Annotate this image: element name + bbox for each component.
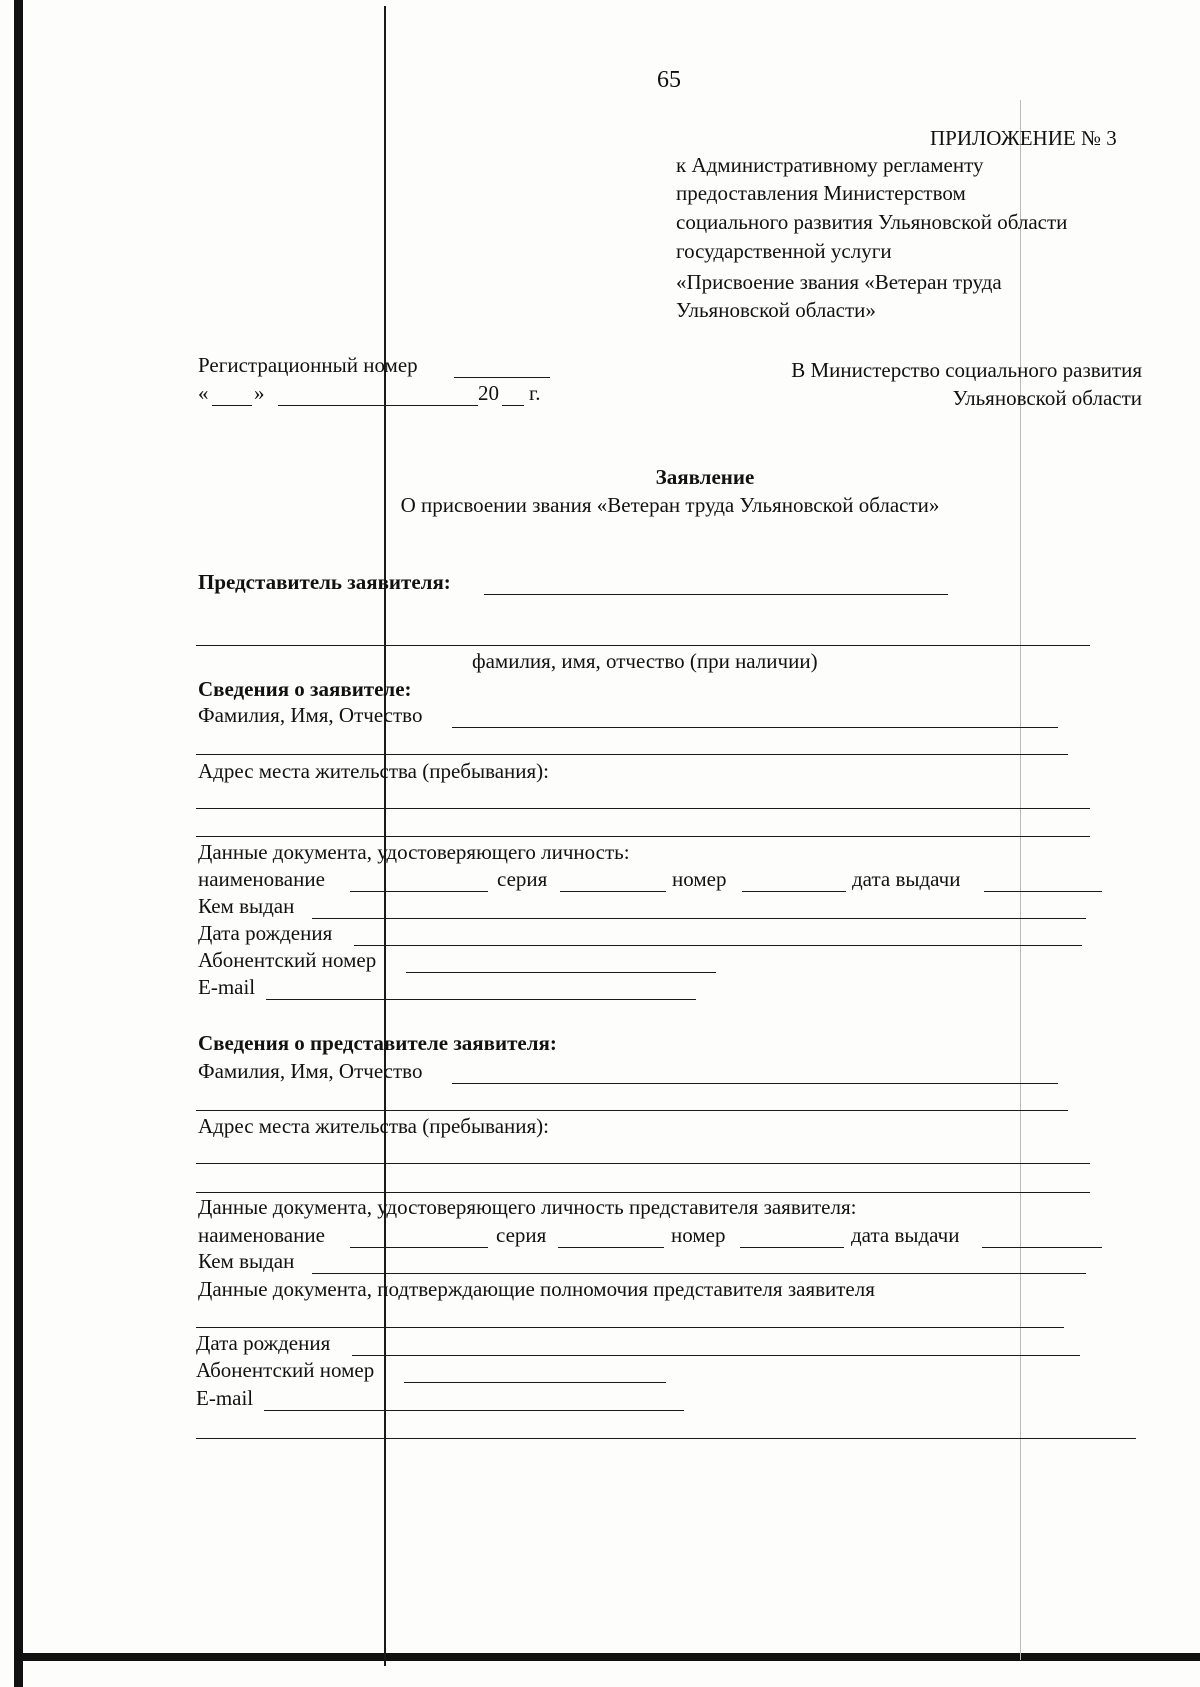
applicant-email-line[interactable] bbox=[266, 999, 696, 1000]
applicant-doc-date-line[interactable] bbox=[984, 891, 1102, 892]
rep-fio-line-2[interactable] bbox=[196, 1110, 1068, 1111]
registration-date-open: « bbox=[198, 381, 209, 405]
applicant-doc-name-line[interactable] bbox=[350, 891, 488, 892]
rep-doc-date-line[interactable] bbox=[982, 1247, 1102, 1248]
rep-authority-line[interactable] bbox=[196, 1327, 1064, 1328]
document-title: Заявление bbox=[655, 465, 755, 489]
applicant-fio-line[interactable] bbox=[452, 727, 1058, 728]
appendix-line: «Присвоение звания «Ветеран труда bbox=[676, 270, 1002, 294]
applicant-section-title: Сведения о заявителе: bbox=[198, 677, 412, 701]
registration-year-label: 20 bbox=[478, 381, 499, 405]
rep-address-label: Адрес места жительства (пребывания): bbox=[198, 1114, 550, 1138]
applicant-doc-number-label: номер bbox=[672, 867, 727, 891]
representative-label: Представитель заявителя: bbox=[198, 570, 451, 594]
applicant-phone-label: Абонентский номер bbox=[198, 948, 377, 972]
rep-doc-date-label: дата выдачи bbox=[851, 1223, 960, 1247]
applicant-fio-line-2[interactable] bbox=[196, 754, 1068, 755]
rep-issued-by-line[interactable] bbox=[312, 1273, 1086, 1274]
rep-email-line[interactable] bbox=[264, 1410, 684, 1411]
rep-fio-line[interactable] bbox=[452, 1083, 1058, 1084]
applicant-birth-date-label: Дата рождения bbox=[198, 921, 333, 945]
rep-issued-by-label: Кем выдан bbox=[198, 1249, 295, 1273]
scan-bottom-edge bbox=[22, 1653, 1200, 1661]
document-subtitle: О присвоении звания «Ветеран труда Ульяновской области» bbox=[400, 493, 940, 517]
applicant-doc-number-line[interactable] bbox=[742, 891, 846, 892]
rep-address-line-1[interactable] bbox=[196, 1163, 1090, 1164]
appendix-line: государственной услуги bbox=[676, 239, 892, 263]
registration-year-suffix: г. bbox=[529, 381, 541, 405]
registration-number-line[interactable] bbox=[454, 377, 550, 378]
applicant-doc-label: Данные документа, удостоверяющего личность: bbox=[198, 840, 630, 864]
rep-phone-label: Абонентский номер bbox=[196, 1358, 375, 1382]
appendix-line: предоставления Министерством bbox=[676, 181, 966, 205]
appendix-line: социального развития Ульяновской области bbox=[676, 210, 1068, 234]
rep-doc-series-label: серия bbox=[496, 1223, 547, 1247]
registration-number-label: Регистрационный номер bbox=[198, 353, 418, 377]
registration-day-line[interactable] bbox=[212, 405, 252, 406]
rep-doc-name-line[interactable] bbox=[350, 1247, 488, 1248]
rep-doc-label: Данные документа, удостоверяющего личность представителя заявителя: bbox=[198, 1195, 857, 1219]
appendix-line: Ульяновской области» bbox=[676, 298, 876, 322]
addressee-line-1: В Министерство социального развития bbox=[791, 358, 1142, 382]
applicant-issued-by-line[interactable] bbox=[312, 918, 1086, 919]
scan-vertical-line-faint bbox=[1020, 100, 1021, 1660]
applicant-doc-date-label: дата выдачи bbox=[852, 867, 961, 891]
rep-email-label: E-mail bbox=[196, 1386, 254, 1410]
applicant-email-label: E-mail bbox=[198, 975, 256, 999]
representative-caption: фамилия, имя, отчество (при наличии) bbox=[472, 649, 818, 673]
rep-birth-date-label: Дата рождения bbox=[196, 1331, 331, 1355]
applicant-address-label: Адрес места жительства (пребывания): bbox=[198, 759, 550, 783]
applicant-issued-by-label: Кем выдан bbox=[198, 894, 295, 918]
rep-address-line-2[interactable] bbox=[196, 1192, 1090, 1193]
rep-doc-number-line[interactable] bbox=[740, 1247, 844, 1248]
appendix-line: к Административному регламенту bbox=[676, 153, 984, 177]
registration-date-close: » bbox=[254, 381, 265, 405]
applicant-fio-label: Фамилия, Имя, Отчество bbox=[198, 703, 423, 727]
representative-name-line-2[interactable] bbox=[196, 645, 1090, 646]
closing-rule bbox=[196, 1438, 1136, 1439]
rep-phone-line[interactable] bbox=[404, 1382, 666, 1383]
representative-name-line[interactable] bbox=[484, 594, 948, 595]
registration-month-line[interactable] bbox=[278, 405, 478, 406]
scan-left-edge bbox=[14, 0, 23, 1687]
applicant-doc-name-label: наименование bbox=[198, 867, 325, 891]
applicant-address-line-2[interactable] bbox=[196, 836, 1090, 837]
applicant-address-line-1[interactable] bbox=[196, 808, 1090, 809]
applicant-doc-series-line[interactable] bbox=[560, 891, 666, 892]
applicant-phone-line[interactable] bbox=[406, 972, 716, 973]
appendix-title: ПРИЛОЖЕНИЕ № 3 bbox=[930, 126, 1117, 150]
rep-doc-series-line[interactable] bbox=[558, 1247, 664, 1248]
addressee-line-2: Ульяновской области bbox=[952, 386, 1142, 410]
rep-doc-number-label: номер bbox=[671, 1223, 726, 1247]
rep-authority-label: Данные документа, подтверждающие полномочия представителя заявителя bbox=[198, 1277, 875, 1301]
rep-birth-date-line[interactable] bbox=[352, 1355, 1080, 1356]
rep-doc-name-label: наименование bbox=[198, 1223, 325, 1247]
applicant-doc-series-label: серия bbox=[497, 867, 548, 891]
rep-section-title: Сведения о представителе заявителя: bbox=[198, 1031, 557, 1055]
page-number: 65 bbox=[657, 67, 681, 93]
rep-fio-label: Фамилия, Имя, Отчество bbox=[198, 1059, 423, 1083]
registration-year-line[interactable] bbox=[502, 405, 524, 406]
applicant-birth-date-line[interactable] bbox=[354, 945, 1082, 946]
